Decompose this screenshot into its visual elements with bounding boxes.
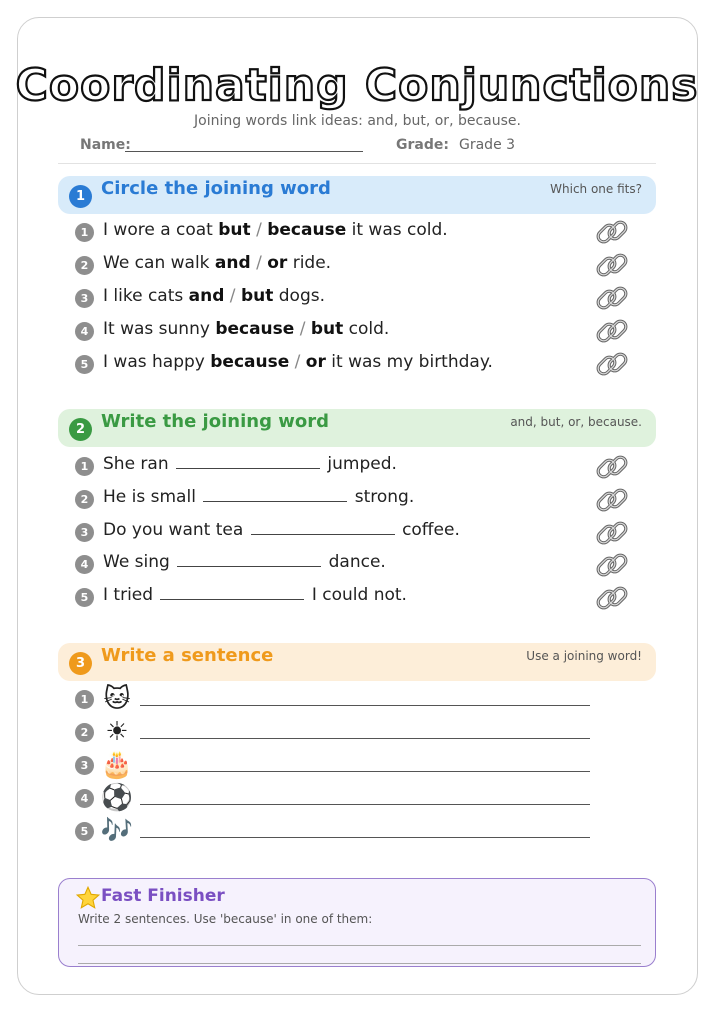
option-1[interactable]: because (210, 352, 290, 372)
sun-icon: ☀ (105, 717, 129, 747)
list-item (75, 487, 595, 511)
chain-link-icon (594, 449, 630, 485)
sentence-start: She ran (103, 454, 169, 474)
option-separator: / (250, 220, 268, 240)
item-number: 3 (75, 523, 94, 542)
section-2-header (58, 409, 656, 447)
section-title: Write a sentence (101, 645, 274, 666)
chain-link-icon (594, 482, 630, 518)
list-item (75, 552, 595, 576)
chain-link-icon (594, 214, 630, 250)
cat-icon: 🐱 (103, 684, 131, 714)
option-1[interactable]: and (188, 286, 225, 306)
section-3-header (58, 643, 656, 681)
sentence (103, 286, 325, 306)
answer-blank[interactable] (176, 455, 320, 469)
sentence-start: We sing (103, 552, 170, 572)
chain-link-icon (594, 313, 630, 349)
fast-finisher-box (58, 878, 656, 967)
sentence-start: We can walk (103, 253, 215, 273)
item-number: 4 (75, 789, 94, 808)
answer-blank[interactable] (251, 521, 395, 535)
divider (58, 163, 656, 164)
section-title: Circle the joining word (101, 178, 331, 199)
birthday-cake-icon: 🎂 (100, 750, 134, 780)
worksheet-title (0, 40, 715, 120)
chain-link-icon (594, 580, 630, 616)
subtitle: Joining words link ideas: and, but, or, because. (194, 113, 521, 129)
grade-value: Grade 3 (459, 137, 516, 153)
writing-line[interactable] (140, 837, 590, 838)
item-number: 5 (75, 355, 94, 374)
option-2[interactable]: or (267, 253, 288, 273)
sentence-start: It was sunny (103, 319, 216, 339)
item-number: 5 (75, 588, 94, 607)
sentence-end: ride. (287, 253, 332, 273)
sentence-start: I tried (103, 585, 154, 605)
star-icon (75, 885, 101, 911)
item-number: 3 (75, 756, 94, 775)
list-item (75, 454, 595, 478)
sentence-end: coffee. (402, 520, 460, 540)
music-notes-icon: 🎶 (100, 816, 134, 846)
list-item (75, 520, 595, 544)
chain-link-icon (594, 547, 630, 583)
writing-line[interactable] (140, 804, 590, 805)
writing-line[interactable] (140, 705, 590, 706)
item-number: 4 (75, 555, 94, 574)
option-2[interactable]: but (240, 286, 274, 306)
item-number: 4 (75, 322, 94, 341)
option-2[interactable]: or (305, 352, 326, 372)
writing-line[interactable] (78, 963, 641, 964)
section-number: 2 (69, 418, 92, 441)
item-number: 1 (75, 690, 94, 709)
list-item (75, 352, 595, 376)
writing-line[interactable] (140, 738, 590, 739)
item-number: 2 (75, 490, 94, 509)
answer-blank[interactable] (203, 488, 347, 502)
sentence (103, 585, 407, 605)
answer-blank[interactable] (177, 553, 321, 567)
list-item (75, 319, 595, 343)
item-number: 3 (75, 289, 94, 308)
sentence-end: it was cold. (346, 220, 448, 240)
sentence-end: I could not. (311, 585, 407, 605)
soccer-ball-icon: ⚽ (100, 783, 134, 813)
sentence-start: Do you want tea (103, 520, 244, 540)
answer-blank[interactable] (160, 586, 304, 600)
sentence (103, 487, 414, 507)
section-title: Write the joining word (101, 411, 329, 432)
name-label: Name: (80, 137, 131, 153)
sentence-end: cold. (343, 319, 390, 339)
list-item (75, 253, 595, 277)
writing-line[interactable] (140, 771, 590, 772)
section-hint: Which one fits? (550, 182, 642, 196)
option-2[interactable]: because (267, 220, 347, 240)
section-hint: Use a joining word! (526, 649, 642, 663)
sentence (103, 454, 397, 474)
sentence-end: dance. (328, 552, 386, 572)
list-item (75, 220, 595, 244)
option-separator: / (250, 253, 268, 273)
sentence-end: dogs. (273, 286, 326, 306)
sentence-start: I wore a coat (103, 220, 219, 240)
section-hint: and, but, or, because. (510, 415, 642, 429)
section-number: 3 (69, 652, 92, 675)
option-2[interactable]: but (310, 319, 344, 339)
option-1[interactable]: because (215, 319, 295, 339)
name-field[interactable] (125, 151, 363, 152)
sentence (103, 319, 389, 339)
sentence (103, 552, 386, 572)
sentence (103, 352, 493, 372)
sentence (103, 253, 331, 273)
sentence-end: strong. (354, 487, 415, 507)
chain-link-icon (594, 515, 630, 551)
option-1[interactable]: and (214, 253, 251, 273)
sentence (103, 220, 448, 240)
sentence-start: He is small (103, 487, 196, 507)
option-separator: / (224, 286, 241, 306)
sentence (103, 520, 460, 540)
item-number: 1 (75, 457, 94, 476)
sentence-start: I like cats (103, 286, 189, 306)
section-1-header (58, 176, 656, 214)
item-number: 1 (75, 223, 94, 242)
list-item (75, 286, 595, 310)
sentence-end: it was my birthday. (325, 352, 493, 372)
finisher-title: Fast Finisher (101, 886, 225, 906)
title-text: Coordinating Conjunctions (15, 60, 699, 111)
chain-link-icon (594, 280, 630, 316)
list-item (75, 585, 595, 609)
option-1[interactable]: but (218, 220, 251, 240)
sentence-end: jumped. (327, 454, 397, 474)
section-number: 1 (69, 185, 92, 208)
sentence-start: I was happy (103, 352, 211, 372)
option-separator: / (289, 352, 306, 372)
finisher-instruction: Write 2 sentences. Use 'because' in one of them: (78, 912, 373, 926)
writing-line[interactable] (78, 945, 641, 946)
option-separator: / (294, 319, 311, 339)
grade-label: Grade: (396, 137, 449, 153)
item-number: 2 (75, 256, 94, 275)
chain-link-icon (594, 346, 630, 382)
item-number: 2 (75, 723, 94, 742)
item-number: 5 (75, 822, 94, 841)
chain-link-icon (594, 247, 630, 283)
